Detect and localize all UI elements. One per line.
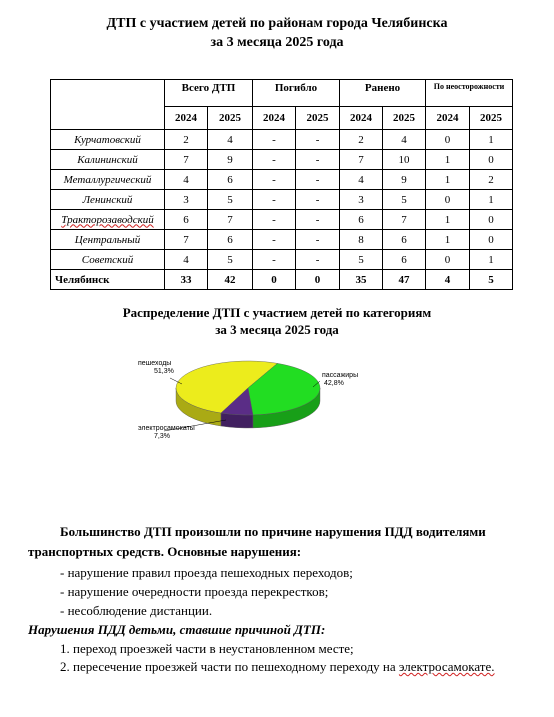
table-cell: - [296, 170, 340, 190]
total-row-name: Челябинск [51, 270, 165, 290]
table-cell: - [296, 190, 340, 210]
table-cell: 4 [165, 170, 208, 190]
table-cell: 7 [165, 150, 208, 170]
table-cell: 2 [470, 170, 513, 190]
numbered-item-text: 2. пересечение проезжей части по пешеходному переходу на [60, 659, 399, 674]
title-line-1: ДТП с участием детей по районам города Челябинска [106, 16, 448, 31]
children-violations-heading: Нарушения ПДД детьми, ставшие причиной ДТП: [28, 622, 326, 637]
table-cell: 4 [340, 170, 383, 190]
table-cell: - [296, 230, 340, 250]
table-corner-cell [51, 80, 165, 130]
pie-category-label: электросамокаты [138, 425, 195, 432]
pie-chart [130, 348, 360, 448]
district-accidents-table [50, 79, 513, 290]
table-cell: 0 [426, 190, 470, 210]
table-cell: 1 [426, 150, 470, 170]
table-cell: 0 [470, 150, 513, 170]
pie-category-label: пассажиры [322, 372, 359, 379]
table-cell: - [253, 210, 296, 230]
table-cell: 8 [340, 230, 383, 250]
table-cell: 7 [208, 210, 253, 230]
table-cell: 7 [340, 150, 383, 170]
table-cell: 0 [470, 210, 513, 230]
table-group-header-row [51, 80, 513, 107]
table-cell: 0 [253, 270, 296, 290]
table-cell: 6 [383, 230, 426, 250]
year-header: 2024 [253, 107, 296, 130]
pie-value-label: 7,3% [154, 433, 170, 440]
table-cell: 4 [426, 270, 470, 290]
table-cell: - [253, 130, 296, 150]
table-cell: 0 [426, 130, 470, 150]
table-row [51, 190, 513, 210]
group-header-carelessness: По неосторожности [426, 80, 513, 107]
table-row [51, 150, 513, 170]
table-cell: 5 [470, 270, 513, 290]
table-cell: 4 [383, 130, 426, 150]
numbered-item-word: электросамокате. [398, 659, 495, 674]
table-cell: 1 [426, 230, 470, 250]
table-cell: 1 [470, 250, 513, 270]
year-header: 2025 [383, 107, 426, 130]
numbered-item: 1. переход проезжей части в неустановленном месте; [60, 641, 354, 656]
table-cell: 4 [208, 130, 253, 150]
table-cell: 6 [208, 230, 253, 250]
title-line-2: за 3 месяца 2025 года [210, 35, 344, 50]
table-cell: 5 [208, 250, 253, 270]
pie-value-label: 42,8% [324, 380, 344, 387]
district-name: Тракторозаводский [51, 210, 165, 230]
district-name: Курчатовский [51, 130, 165, 150]
table-cell: 35 [340, 270, 383, 290]
table-cell: 6 [383, 250, 426, 270]
table-cell: 1 [470, 130, 513, 150]
table-cell: 6 [340, 210, 383, 230]
table-row [51, 170, 513, 190]
pie-value-label: 51,3% [154, 368, 174, 375]
table-cell: - [296, 250, 340, 270]
page-title [0, 14, 554, 52]
table-cell: - [296, 150, 340, 170]
table-cell: 1 [426, 210, 470, 230]
table-cell: 10 [383, 150, 426, 170]
chart-title-line-1: Распределение ДТП с участием детей по категориям [122, 305, 432, 320]
group-header-killed: Погибло [253, 80, 340, 107]
table-cell: 1 [470, 190, 513, 210]
table-cell: 6 [165, 210, 208, 230]
group-header-total: Всего ДТП [165, 80, 253, 107]
group-header-injured: Ранено [340, 80, 426, 107]
table-row [51, 230, 513, 250]
table-cell: 33 [165, 270, 208, 290]
table-cell: 42 [208, 270, 253, 290]
year-header: 2024 [426, 107, 470, 130]
bullet-item: - нарушение очередности проезда перекрестков; [60, 584, 329, 599]
table-cell: 4 [165, 250, 208, 270]
table-cell: - [253, 250, 296, 270]
table-cell: - [253, 230, 296, 250]
table-cell: - [253, 170, 296, 190]
table-cell: - [253, 150, 296, 170]
table-row [51, 130, 513, 150]
table-cell: 0 [296, 270, 340, 290]
table-row [51, 210, 513, 230]
district-name: Ленинский [51, 190, 165, 210]
numbered-item [60, 657, 495, 677]
chart-title-line-2: за 3 месяца 2025 года [215, 322, 339, 337]
paragraph-line-2: транспортных средств. Основные нарушения: [28, 543, 302, 559]
table-cell: 3 [165, 190, 208, 210]
table-cell: 0 [470, 230, 513, 250]
table-cell: 1 [426, 170, 470, 190]
bullet-item: - несоблюдение дистанции. [60, 603, 213, 618]
table-cell: 0 [426, 250, 470, 270]
table-cell: 5 [340, 250, 383, 270]
paragraph-line-1: Большинство ДТП произошли по причине нарушения ПДД водителями [60, 524, 486, 539]
table-cell: 9 [208, 150, 253, 170]
table-cell: - [296, 210, 340, 230]
district-name: Металлургический [51, 170, 165, 190]
table-cell: 3 [340, 190, 383, 210]
table-cell: 2 [340, 130, 383, 150]
table-cell: 2 [165, 130, 208, 150]
table-cell: 9 [383, 170, 426, 190]
year-header: 2025 [470, 107, 513, 130]
main-paragraph [28, 522, 540, 561]
table-cell: 5 [383, 190, 426, 210]
table-cell: 5 [208, 190, 253, 210]
table-row [51, 250, 513, 270]
year-header: 2024 [340, 107, 383, 130]
district-name: Центральный [51, 230, 165, 250]
table-cell: 7 [383, 210, 426, 230]
year-header: 2024 [165, 107, 208, 130]
table-cell: - [296, 130, 340, 150]
table-cell: 7 [165, 230, 208, 250]
bullet-item: - нарушение правил проезда пешеходных переходов; [60, 565, 353, 580]
table-cell: 47 [383, 270, 426, 290]
pie-slice-side [221, 413, 253, 428]
chart-title [0, 304, 554, 338]
district-name: Советский [51, 250, 165, 270]
district-name: Калининский [51, 150, 165, 170]
table-cell: 6 [208, 170, 253, 190]
year-header: 2025 [208, 107, 253, 130]
table-total-row [51, 270, 513, 290]
year-header: 2025 [296, 107, 340, 130]
pie-category-label: пешеходы [138, 360, 172, 367]
table-cell: - [253, 190, 296, 210]
